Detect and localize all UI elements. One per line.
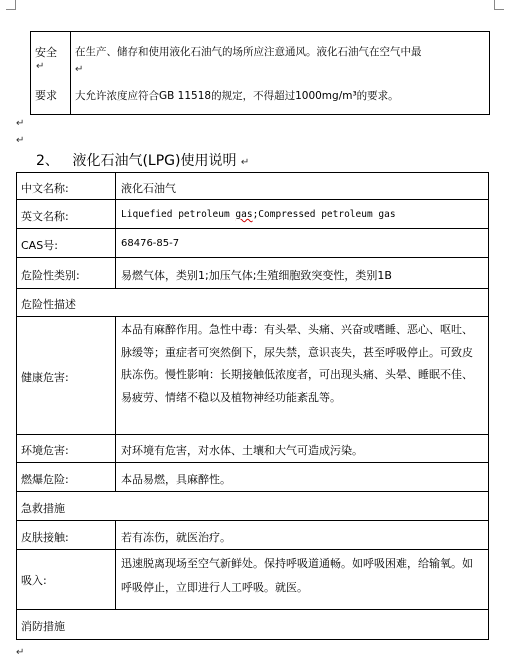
paragraph-mark-icon: ↵ bbox=[16, 135, 25, 146]
skin-contact-value: 若有冻伤，就医治疗。 bbox=[121, 531, 231, 544]
table-row bbox=[17, 289, 488, 317]
section-heading bbox=[36, 150, 249, 170]
env-hazard-value: 对环境有危害，对水体、土壤和大气可造成污染。 bbox=[121, 444, 363, 457]
paragraph-mark-icon: ↵ bbox=[240, 157, 250, 168]
section-number: 2、 bbox=[36, 153, 59, 169]
crop-mark-top-right bbox=[494, 0, 504, 10]
env-hazard-label: 环境危害: bbox=[21, 444, 69, 457]
safety-label-line2: 要求 bbox=[35, 89, 57, 102]
health-hazard-label: 健康危害: bbox=[21, 371, 69, 384]
lpg-info-table bbox=[16, 172, 489, 640]
chinese-name-value: 液化石油气 bbox=[121, 182, 176, 195]
table-row bbox=[17, 610, 488, 639]
cas-label: CAS号: bbox=[21, 239, 58, 252]
table-row bbox=[17, 317, 488, 435]
paragraph-mark-icon: ↵ bbox=[16, 118, 25, 129]
section-title: 液化石油气(LPG)使用说明 bbox=[72, 153, 237, 169]
table-row bbox=[17, 550, 488, 610]
table-row bbox=[17, 200, 488, 229]
first-aid-label: 急救措施 bbox=[21, 502, 65, 515]
health-hazard-text: 本品有麻醉作用。急性中毒：有头晕、头痛、兴奋或嗜睡、恶心、呕吐、脉缓等；重症者可突然倒下，尿失禁，意识丧失，甚至呼吸停止。可致皮肤冻伤。慢性影响：长期接触低浓度者，可出现头痛、头晕、睡眠不佳、易疲劳、情绪不稳以及植物神经功能紊乱等。 bbox=[121, 323, 473, 404]
paragraph-mark-icon: ↵ bbox=[75, 64, 84, 75]
fire-hazard-value: 本品易燃，具麻醉性。 bbox=[121, 473, 231, 486]
table-row bbox=[17, 435, 488, 463]
table-row bbox=[17, 463, 488, 492]
table-row bbox=[17, 258, 488, 289]
inhalation-text: 迅速脱离现场至空气新鲜处。保持呼吸道通畅。如呼吸困难，给输氧。如呼吸停止，立即进行人工呼吸。就医。 bbox=[121, 557, 473, 594]
cas-value: 68476-85-7 bbox=[121, 238, 180, 249]
hazard-class-label: 危险性类别: bbox=[21, 269, 80, 282]
safety-requirement-box bbox=[30, 31, 490, 115]
hazard-class-value: 易燃气体，类别1;加压气体;生殖细胞致突变性，类别1B bbox=[121, 269, 392, 282]
inhalation-label: 吸入: bbox=[21, 574, 47, 587]
crop-mark-top-left bbox=[6, 0, 16, 10]
safety-label-line1: 安全 bbox=[35, 46, 57, 59]
table-row bbox=[17, 492, 488, 521]
table-row bbox=[17, 173, 488, 200]
fire-fighting-label: 消防措施 bbox=[21, 620, 65, 633]
chinese-name-label: 中文名称: bbox=[21, 182, 69, 195]
skin-contact-label: 皮肤接触: bbox=[21, 531, 69, 544]
safety-text-line1: 在生产、储存和使用液化石油气的场所应注意通风。液化石油气在空气中最 bbox=[75, 46, 422, 58]
table-row bbox=[17, 229, 488, 258]
hazard-desc-label: 危险性描述 bbox=[21, 298, 76, 311]
english-name-value: Liquefied petroleum gas;Compressed petroleum gas bbox=[121, 209, 396, 220]
safety-text-line2: 大允许浓度应符合GB 11518的规定，不得超过1000mg/m³的要求。 bbox=[75, 90, 399, 102]
table-row bbox=[17, 521, 488, 550]
english-name-label: 英文名称: bbox=[21, 210, 69, 223]
fire-hazard-label: 燃爆危险: bbox=[21, 473, 69, 486]
paragraph-mark-icon: ↵ bbox=[36, 61, 45, 72]
column-divider bbox=[70, 32, 71, 114]
paragraph-mark-icon: ↵ bbox=[16, 647, 25, 658]
